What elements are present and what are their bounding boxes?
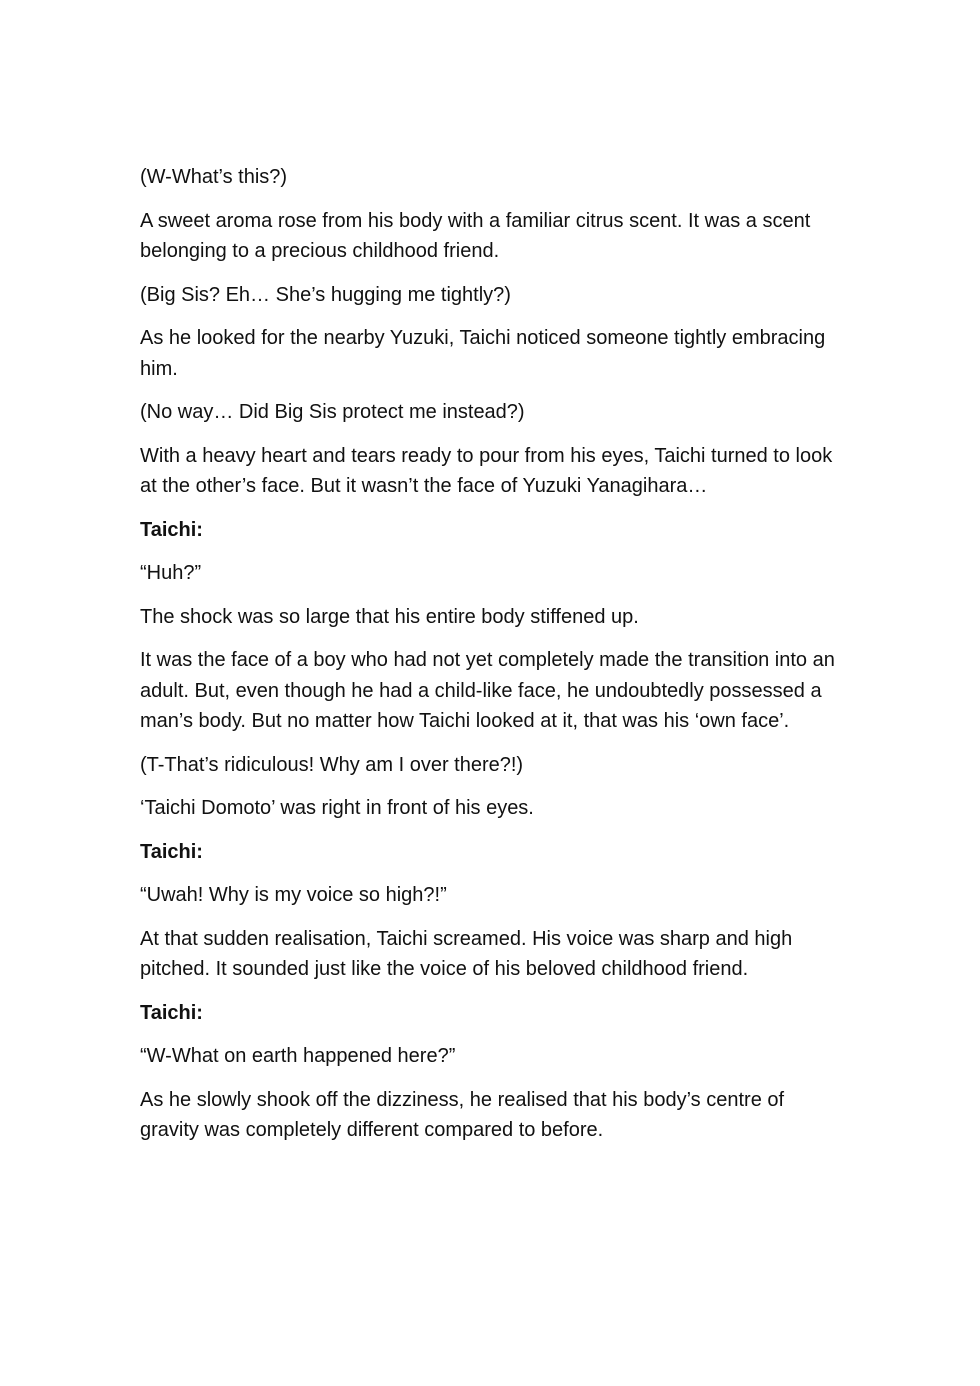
paragraph: A sweet aroma rose from his body with a familiar citrus scent. It was a scent belonging to a precious childhood friend. (140, 209, 811, 262)
paragraph: (No way… Did Big Sis protect me instead?) (140, 401, 525, 423)
paragraph: It was the face of a boy who had not yet completely made the transition into an adult. But, even though he had a child-like face, he undoubtedly possessed a man’s body. But no matter how Taichi looked at it, that was his ‘own face’. (140, 649, 835, 732)
paragraph: As he slowly shook off the dizziness, he realised that his body’s centre of gravity was completely different compared to before. (140, 1088, 785, 1141)
paragraph: (W-What’s this?) (140, 166, 288, 188)
paragraph: With a heavy heart and tears ready to pour from his eyes, Taichi turned to look at the other’s face. But it wasn’t the face of Yuzuki Yanagihara… (140, 444, 833, 497)
paragraph: (Big Sis? Eh… She’s hugging me tightly?) (140, 283, 511, 306)
dialogue-line: “Huh?” (140, 562, 202, 584)
dialogue-line: “W-What on earth happened here?” (140, 1045, 456, 1067)
paragraph: ‘Taichi Domoto’ was right in front of his eyes. (140, 797, 534, 819)
paragraph: The shock was so large that his entire body stiffened up. (140, 605, 639, 628)
speaker-label: Taichi: (140, 840, 203, 863)
paragraph: (T-That’s ridiculous! Why am I over there?!) (140, 753, 524, 776)
speaker-label: Taichi: (140, 518, 203, 541)
paragraph: At that sudden realisation, Taichi screamed. His voice was sharp and high pitched. It sounded just like the voice of his beloved childhood friend. (140, 927, 793, 980)
paragraph: As he looked for the nearby Yuzuki, Taichi noticed someone tightly embracing him. (140, 327, 826, 380)
dialogue-line: “Uwah! Why is my voice so high?!” (140, 884, 447, 906)
speaker-label: Taichi: (140, 1001, 203, 1024)
document-page (140, 162, 840, 1159)
